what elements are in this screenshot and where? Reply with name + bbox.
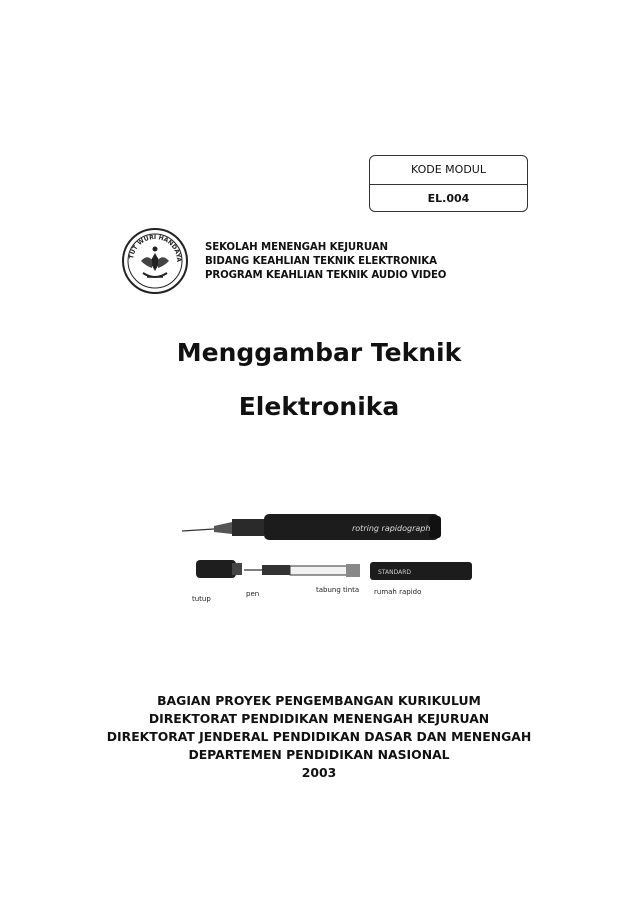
school-line-1: SEKOLAH MENENGAH KEJURUAN xyxy=(205,242,388,253)
footer-line-1: BAGIAN PROYEK PENGEMBANGAN KURIKULUM xyxy=(157,693,481,708)
footer-year: 2003 xyxy=(301,765,337,780)
label-rumah-rapido: rumah rapido xyxy=(374,588,422,596)
tut-wuri-handayani-emblem-icon xyxy=(121,227,189,295)
school-line-2: BIDANG KEAHLIAN TEKNIK ELEKTRONIKA xyxy=(205,256,437,267)
brand-label: rotring rapidograph xyxy=(352,524,431,533)
label-pen: pen xyxy=(246,590,260,598)
footer-line-3: DIREKTORAT JENDERAL PENDIDIKAN DASAR DAN MENENGAH xyxy=(106,729,532,744)
module-code-value: EL.004 xyxy=(427,192,470,205)
school-info xyxy=(205,241,446,283)
label-tutup: tutup xyxy=(192,595,211,603)
rapidograph-pen-illustration xyxy=(174,500,484,615)
module-code-label: KODE MODUL xyxy=(370,156,527,185)
footer-line-2: DIREKTORAT PENDIDIKAN MENENGAH KEJURUAN xyxy=(148,711,490,726)
svg-text:TUT WURI HANDAYANI: TUT WURI HANDAYA xyxy=(128,233,183,263)
label-tabung-tinta: tabung tinta xyxy=(316,586,360,594)
school-line-3: PROGRAM KEAHLIAN TEKNIK AUDIO VIDEO xyxy=(205,270,447,281)
title-line-2: Elektronika xyxy=(238,392,400,421)
barrel-label: STANDARD xyxy=(378,569,412,576)
module-code-box xyxy=(369,155,528,212)
footer-line-4: DEPARTEMEN PENDIDIKAN NASIONAL xyxy=(188,747,450,762)
publisher-info xyxy=(0,692,638,782)
title-line-1: Menggambar Teknik xyxy=(176,338,462,367)
